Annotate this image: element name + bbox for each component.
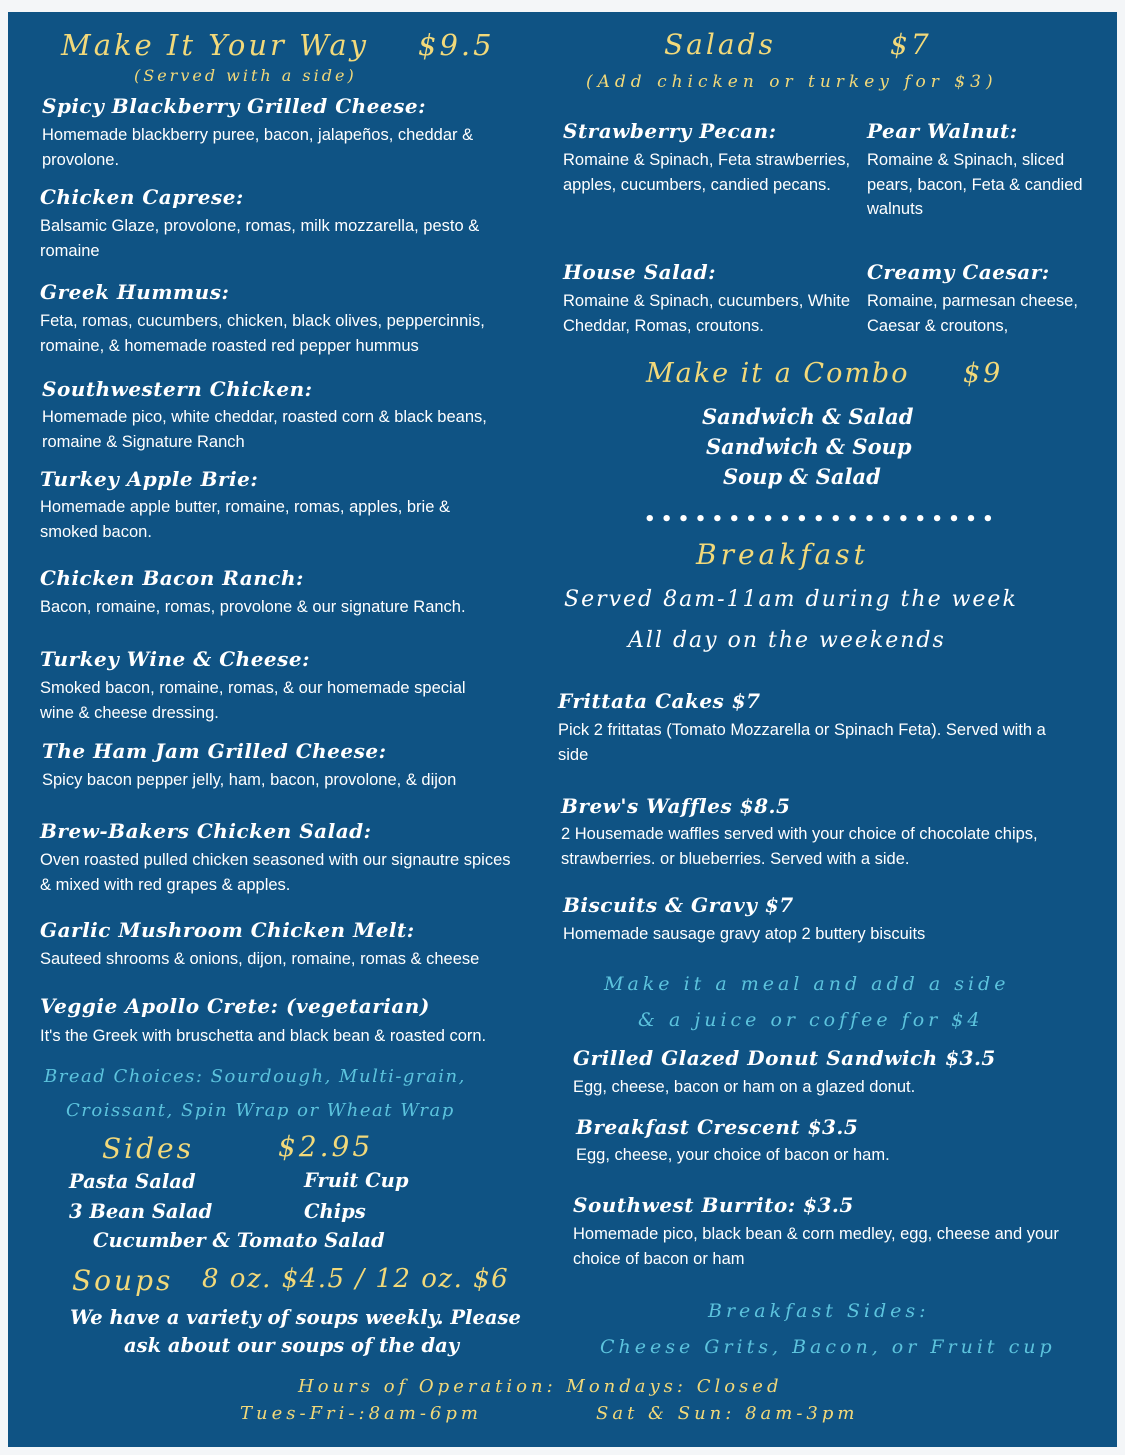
hours-weekday: Tues-Fri-:8am-6pm	[240, 1403, 482, 1424]
menu-panel	[8, 12, 1117, 1447]
breakfast-hours-line1: Served 8am-11am during the week	[564, 587, 1018, 612]
salad-name: Strawberry Pecan:	[563, 119, 777, 143]
soups-price: 8 oz. $4.5 / 12 oz. $6	[202, 1264, 510, 1294]
sides-title: Sides	[102, 1132, 194, 1165]
sandwich-description: Bacon, romaine, romas, provolone & our signature Ranch.	[40, 598, 466, 616]
sandwich-description: Oven roasted pulled chicken seasoned with our signautre spices & mixed with red grapes & apples.	[40, 851, 511, 894]
sandwich-name: Veggie Apollo Crete: (vegetarian)	[40, 994, 430, 1018]
meal-item-name: Grilled Glazed Donut Sandwich $3.5	[573, 1046, 996, 1070]
meal-item-name: Breakfast Crescent $3.5	[576, 1115, 859, 1139]
sandwich-section-price: $9.5	[418, 28, 495, 62]
side-item: Fruit Cup	[304, 1169, 409, 1192]
breakfast-item-name: Frittata Cakes $7	[558, 689, 761, 713]
sandwich-section-note: (Served with a side)	[134, 66, 357, 85]
sandwich-description: Smoked bacon, romaine, romas, & our homemade special wine & cheese dressing.	[40, 679, 466, 722]
sandwich-description: Balsamic Glaze, provolone, romas, milk mozzarella, pesto & romaine	[40, 217, 480, 260]
breakfast-sides-items: Cheese Grits, Bacon, or Fruit cup	[600, 1336, 1056, 1358]
salad-description: Romaine & Spinach, sliced pears, bacon, Feta & candied walnuts	[867, 151, 1083, 218]
meal-item-description: Egg, cheese, bacon or ham on a glazed donut.	[573, 1078, 916, 1096]
side-item: Chips	[304, 1200, 366, 1223]
sides-price: $2.95	[278, 1130, 374, 1163]
meal-upsell-line2: & a juice or coffee for $4	[638, 1009, 984, 1031]
meal-upsell-line1: Make it a meal and add a side	[604, 973, 1010, 995]
salad-name: Pear Walnut:	[867, 119, 1018, 143]
combo-item: Sandwich & Salad	[702, 404, 914, 429]
dotted-divider: •••••••••••••••••••••	[644, 509, 1000, 530]
salads-price: $7	[890, 28, 932, 61]
hours-weekend: Sat & Sun: 8am-3pm	[596, 1403, 859, 1424]
sandwich-description: Homemade blackberry puree, bacon, jalapeños, cheddar & provolone.	[42, 126, 474, 169]
sandwich-description: Spicy bacon pepper jelly, ham, bacon, provolone, & dijon	[42, 771, 457, 789]
bread-choices-line2: Croissant, Spin Wrap or Wheat Wrap	[66, 1100, 455, 1121]
combo-title: Make it a Combo	[646, 358, 910, 389]
combo-item: Sandwich & Soup	[706, 434, 912, 459]
combo-item: Soup & Salad	[723, 464, 881, 489]
hours-line1: Hours of Operation: Mondays: Closed	[298, 1376, 783, 1397]
sandwich-description: Feta, romas, cucumbers, chicken, black olives, peppercinnis, romaine, & homemade roasted red pepper hummus	[40, 312, 485, 355]
soups-note-line2: ask about our soups of the day	[124, 1334, 460, 1357]
sandwich-name: Greek Hummus:	[40, 280, 230, 304]
sandwich-name: Turkey Apple Brie:	[40, 467, 259, 491]
meal-item-description: Egg, cheese, your choice of bacon or ham.	[576, 1146, 890, 1164]
sandwich-name: Garlic Mushroom Chicken Melt:	[40, 918, 415, 942]
breakfast-item-name: Biscuits & Gravy $7	[563, 893, 794, 917]
side-item: Cucumber & Tomato Salad	[93, 1229, 385, 1252]
breakfast-hours-line2: All day on the weekends	[628, 628, 946, 653]
sandwich-description: It's the Greek with bruschetta and black bean & roasted corn.	[40, 1027, 487, 1045]
breakfast-title: Breakfast	[696, 538, 869, 571]
salad-name: Creamy Caesar:	[867, 260, 1050, 284]
sandwich-description: Homemade pico, white cheddar, roasted corn & black beans, romaine & Signature Ranch	[42, 408, 487, 451]
salads-note: (Add chicken or turkey for $3)	[586, 72, 998, 92]
salad-description: Romaine & Spinach, Feta strawberries, apples, cucumbers, candied pecans.	[563, 151, 851, 194]
meal-item-name: Southwest Burrito: $3.5	[573, 1193, 854, 1217]
sandwich-name: Chicken Caprese:	[40, 185, 244, 209]
breakfast-item-description: Pick 2 frittatas (Tomato Mozzarella or Spinach Feta). Served with a side	[558, 721, 1046, 764]
salad-name: House Salad:	[563, 260, 717, 284]
sandwich-description: Sauteed shrooms & onions, dijon, romaine, romas & cheese	[40, 950, 480, 968]
sandwich-name: The Ham Jam Grilled Cheese:	[42, 739, 387, 763]
sandwich-name: Spicy Blackberry Grilled Cheese:	[42, 94, 427, 118]
breakfast-item-description: 2 Housemade waffles served with your choice of chocolate chips, strawberries. or blueberries. Served with a side.	[561, 825, 1038, 868]
salad-description: Romaine, parmesan cheese, Caesar & croutons,	[867, 292, 1078, 335]
salad-description: Romaine & Spinach, cucumbers, White Cheddar, Romas, croutons.	[563, 292, 851, 335]
sandwich-description: Homemade apple butter, romaine, romas, apples, brie & smoked bacon.	[40, 498, 450, 541]
sandwich-name: Chicken Bacon Ranch:	[40, 566, 304, 590]
sandwich-name: Turkey Wine & Cheese:	[40, 647, 311, 671]
breakfast-item-name: Brew's Waffles $8.5	[561, 794, 791, 818]
soups-note-line1: We have a variety of soups weekly. Please	[70, 1306, 521, 1329]
salads-title: Salads	[664, 28, 776, 61]
meal-item-description: Homemade pico, black bean & corn medley, egg, cheese and your choice of bacon or ham	[573, 1225, 1059, 1268]
bread-choices-line1: Bread Choices: Sourdough, Multi-grain,	[44, 1066, 466, 1087]
sandwich-name: Southwestern Chicken:	[42, 377, 313, 401]
breakfast-item-description: Homemade sausage gravy atop 2 buttery biscuits	[563, 925, 926, 943]
combo-price: $9	[963, 358, 1004, 389]
sandwich-section-title: Make It Your Way	[61, 28, 370, 62]
side-item: Pasta Salad	[69, 1170, 196, 1193]
breakfast-sides-title: Breakfast Sides:	[708, 1300, 930, 1322]
sandwich-name: Brew-Bakers Chicken Salad:	[40, 819, 372, 843]
side-item: 3 Bean Salad	[69, 1200, 213, 1223]
soups-title: Soups	[72, 1264, 174, 1297]
